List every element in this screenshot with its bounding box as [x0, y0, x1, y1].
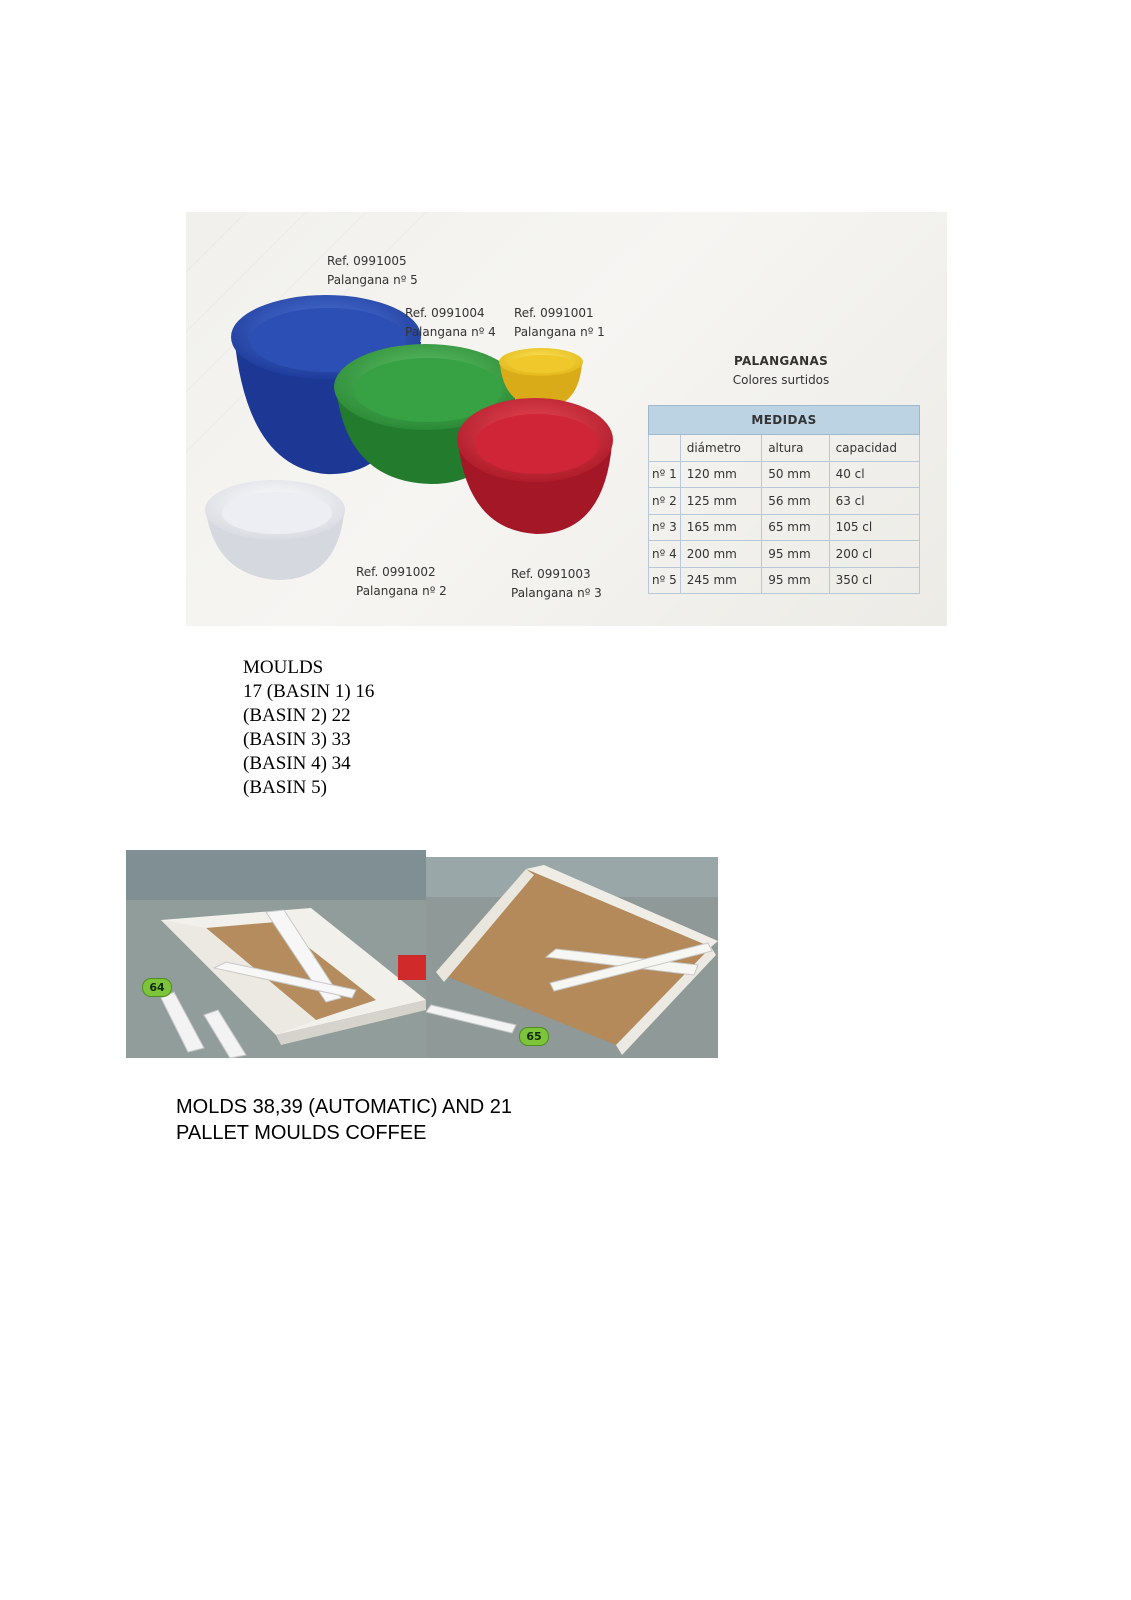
product-title: PALANGANAS: [733, 354, 829, 368]
basin-3-red: [457, 398, 613, 534]
table-cell: nº 4: [649, 541, 681, 568]
table-cell: nº 5: [649, 567, 681, 594]
photo-number-badge: 64: [142, 978, 172, 997]
table-cell: nº 2: [649, 488, 681, 515]
table-cell: 95 mm: [762, 567, 829, 594]
table-cell: 63 cl: [829, 488, 919, 515]
ref-basin-5: [327, 252, 418, 290]
ref-basin-4: [405, 304, 496, 342]
table-row: [649, 461, 920, 488]
table-cell: 105 cl: [829, 514, 919, 541]
table-header-row: [649, 435, 920, 462]
table-row: [649, 567, 920, 594]
table-cell: 56 mm: [762, 488, 829, 515]
pallet-mould-image-64: [126, 850, 426, 1058]
moulds-line: MOULDS: [243, 657, 324, 678]
table-row: [649, 488, 920, 515]
table-cell: 165 mm: [680, 514, 761, 541]
table-cell: 350 cl: [829, 567, 919, 594]
table-row: [649, 541, 920, 568]
ref-code: Ref. 0991002: [356, 565, 436, 579]
moulds-line: 17 (BASIN 1) 16: [243, 681, 375, 702]
pallet-mould-photo-64: [126, 850, 426, 1058]
ref-name: Palangana nº 3: [511, 586, 602, 600]
ref-code: Ref. 0991003: [511, 567, 591, 581]
table-cell: nº 3: [649, 514, 681, 541]
header-cell: capacidad: [829, 435, 919, 462]
basins-catalog-photo: [186, 212, 947, 626]
header-cell: altura: [762, 435, 829, 462]
ref-basin-2: [356, 563, 447, 601]
molds-caption: [176, 1094, 512, 1146]
table-cell: 200 cl: [829, 541, 919, 568]
moulds-line: (BASIN 4) 34: [243, 753, 351, 774]
table-row: [649, 514, 920, 541]
ref-name: Palangana nº 1: [514, 325, 605, 339]
ref-name: Palangana nº 4: [405, 325, 496, 339]
ref-basin-1: [514, 304, 605, 342]
moulds-list: [243, 656, 374, 800]
table-cell: 245 mm: [680, 567, 761, 594]
header-cell: [649, 435, 681, 462]
table-cell: 50 mm: [762, 461, 829, 488]
moulds-line: (BASIN 2) 22: [243, 705, 351, 726]
table-cell: 40 cl: [829, 461, 919, 488]
pallet-mould-image-65: [426, 857, 718, 1058]
dimensions-table: [648, 405, 920, 594]
table-caption: MEDIDAS: [649, 406, 920, 435]
ref-code: Ref. 0991005: [327, 254, 407, 268]
ref-name: Palangana nº 2: [356, 584, 447, 598]
caption-line-2: PALLET MOULDS COFFEE: [176, 1122, 427, 1144]
ref-code: Ref. 0991001: [514, 306, 594, 320]
table-cell: nº 1: [649, 461, 681, 488]
product-heading: [706, 352, 856, 390]
moulds-line: (BASIN 5): [243, 777, 327, 798]
table-cell: 95 mm: [762, 541, 829, 568]
ref-basin-3: [511, 565, 602, 603]
table-cell: 65 mm: [762, 514, 829, 541]
table-cell: 120 mm: [680, 461, 761, 488]
ref-code: Ref. 0991004: [405, 306, 485, 320]
caption-line-1: MOLDS 38,39 (AUTOMATIC) AND 21: [176, 1096, 513, 1118]
header-cell: diámetro: [680, 435, 761, 462]
pallet-mould-photo-65: [426, 857, 718, 1058]
photo-number-badge: 65: [519, 1027, 549, 1046]
moulds-line: (BASIN 3) 33: [243, 729, 351, 750]
basin-2-white: [205, 480, 345, 580]
table-cell: 125 mm: [680, 488, 761, 515]
table-cell: 200 mm: [680, 541, 761, 568]
product-subtitle: Colores surtidos: [732, 373, 830, 387]
ref-name: Palangana nº 5: [327, 273, 418, 287]
